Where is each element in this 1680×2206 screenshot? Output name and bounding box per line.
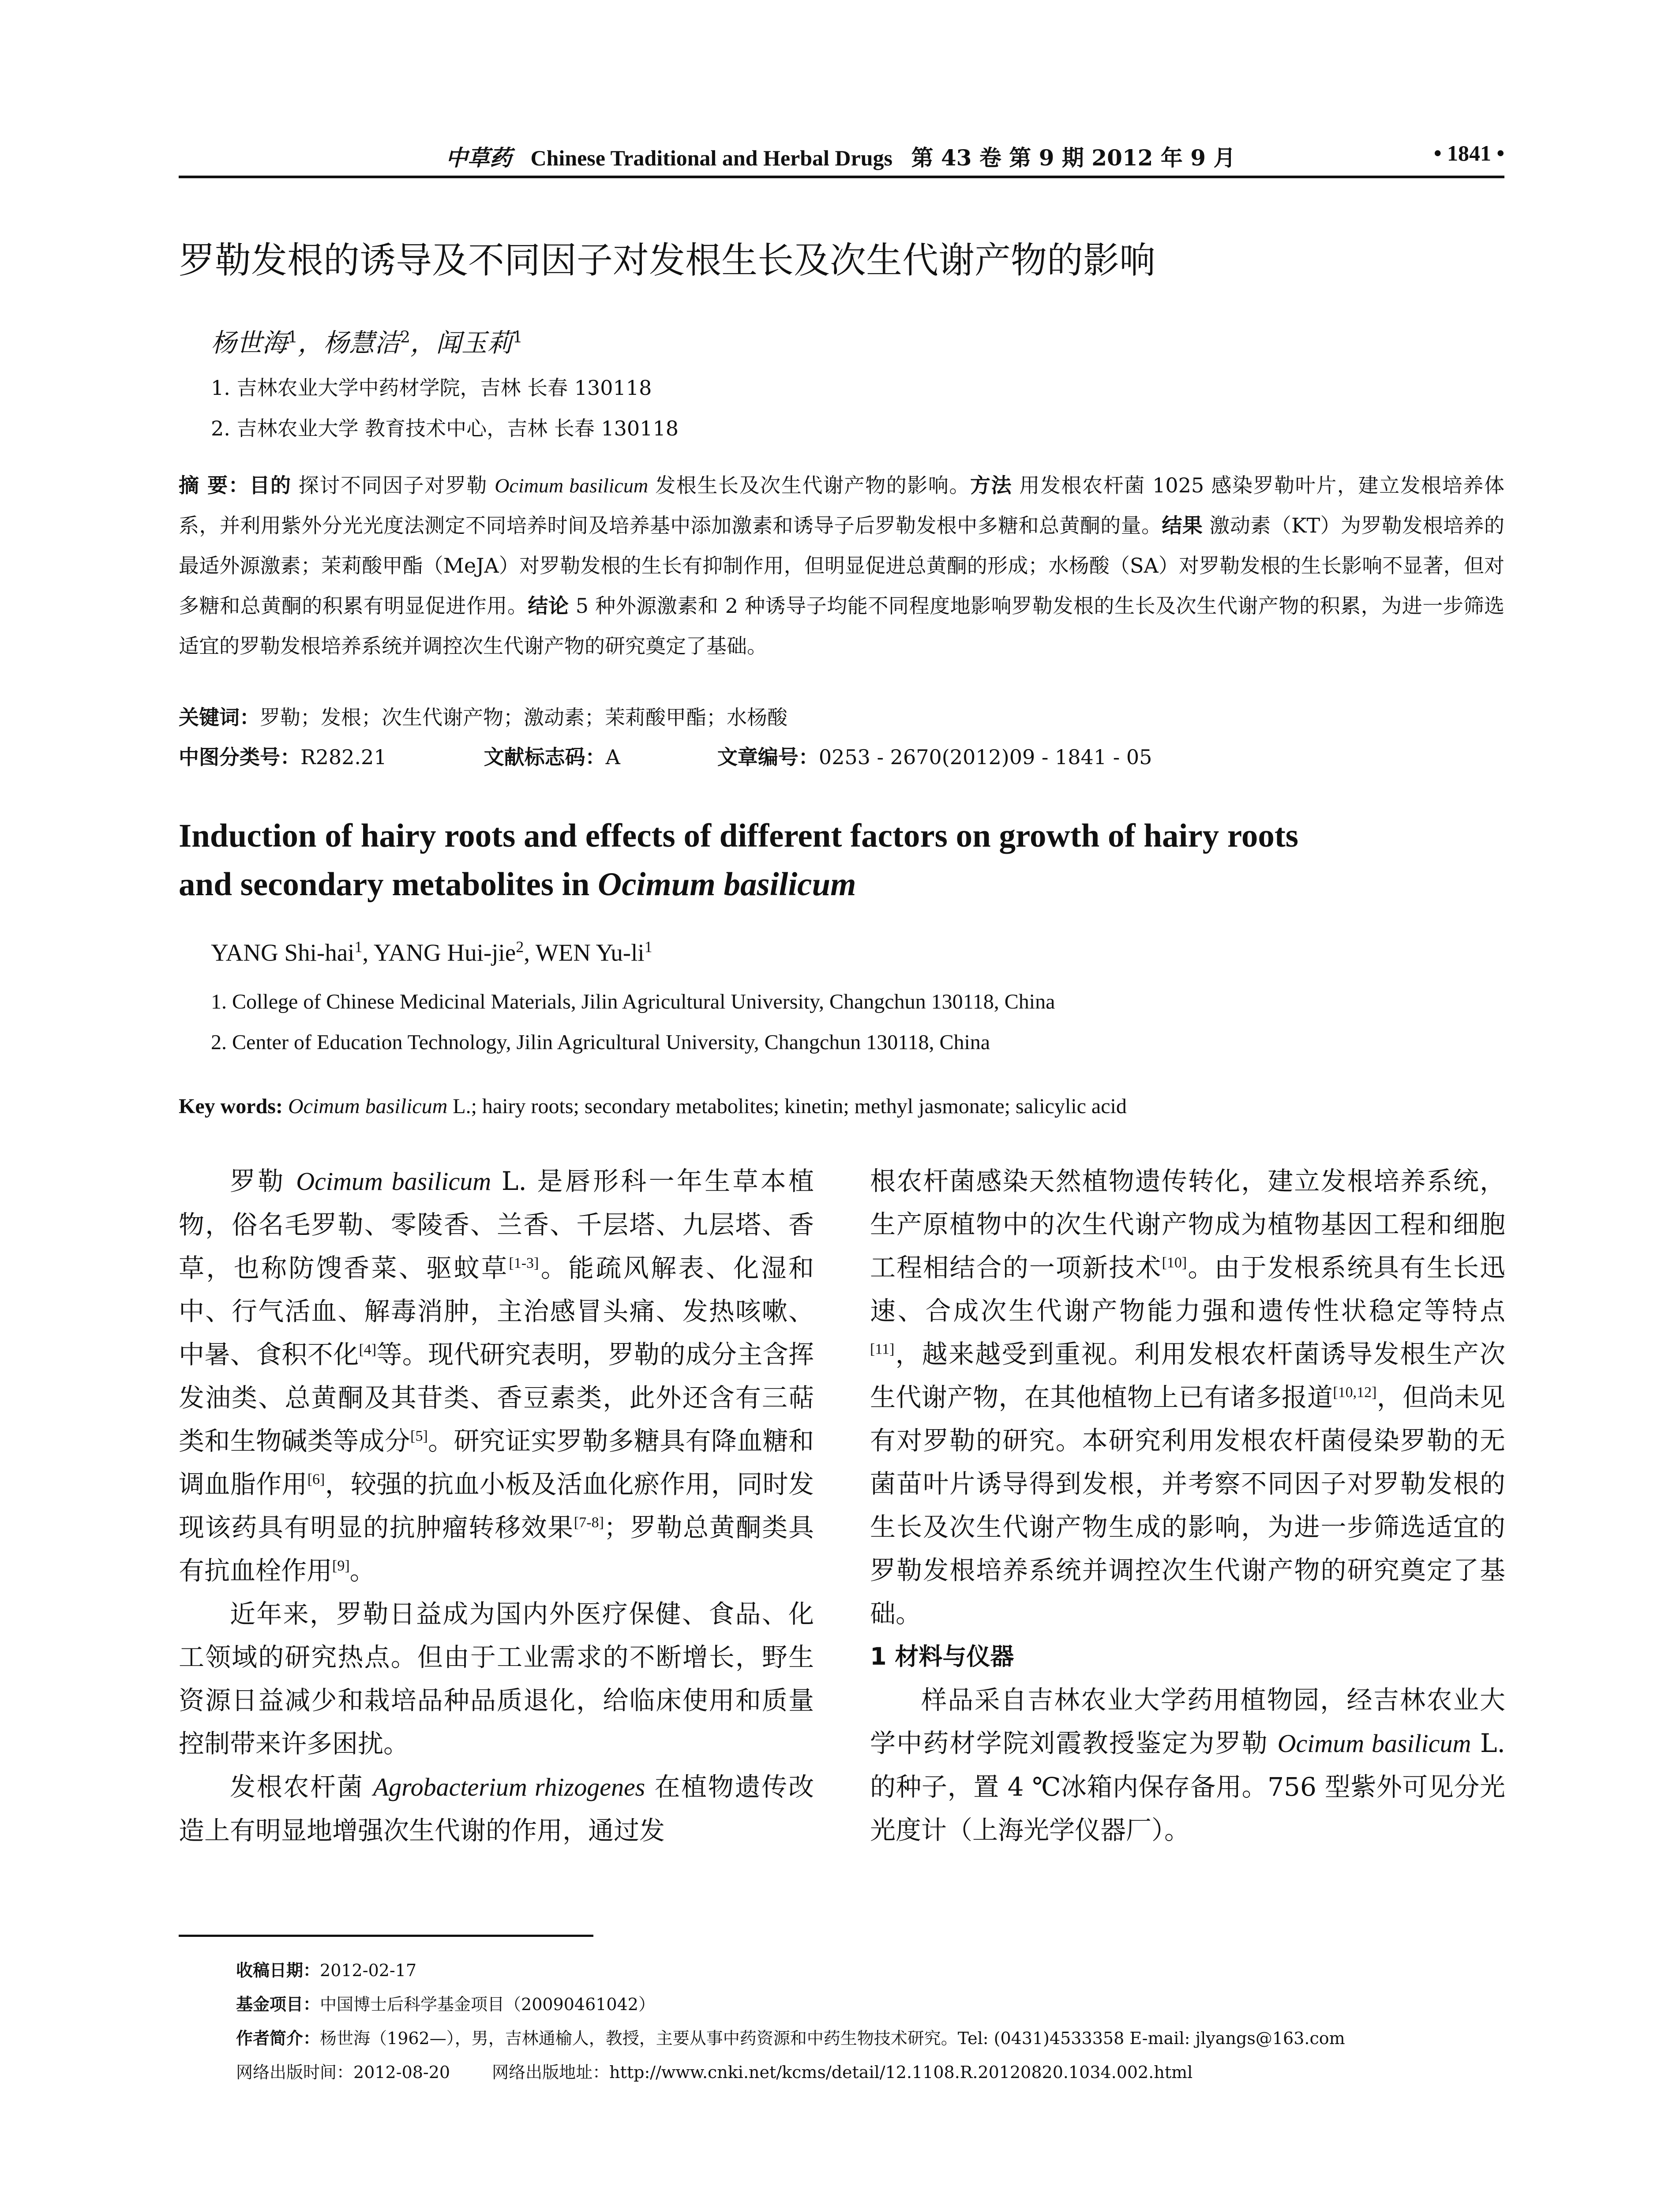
footnote-label: 作者简介：	[236, 2029, 320, 2048]
title-en-species: Ocimum basilicum	[598, 866, 856, 903]
footnote-value: 2012-02-17	[320, 1961, 417, 1980]
author-2-aff: 2	[400, 328, 410, 347]
keywords-en	[179, 1094, 1127, 1118]
keywords-text: 罗勒；发根；次生代谢产物；激动素；茉莉酸甲酯；水杨酸	[260, 705, 788, 729]
conclusion-text: 5 种外源激素和 2 种诱导子均能不同程度地影响罗勒发根的生长及次生代谢产物的积累，为进一步筛选适宜的罗勒发根培养系统并调控次生代谢产物的研究奠定了基础。	[179, 594, 1505, 658]
page-number: • 1841 •	[1433, 141, 1504, 165]
keywords-en-label: Key words:	[179, 1095, 288, 1118]
author-1-aff: 1	[288, 328, 298, 347]
body-paragraph	[870, 1159, 1505, 1635]
journal-name	[446, 140, 1235, 172]
citation-ref: [10,12]	[1333, 1384, 1377, 1401]
body-text: 发根农杆菌	[230, 1772, 373, 1802]
result-label: 结果	[1162, 514, 1203, 537]
body-text: 罗勒	[230, 1166, 296, 1196]
journal-name-cn: 中草药	[446, 145, 512, 171]
clc-label: 中图分类号：	[179, 745, 300, 769]
species-name: Ocimum basilicum	[296, 1167, 491, 1196]
species-name: Ocimum basilicum	[495, 474, 649, 497]
footnote-label: 网络出版地址：	[492, 2063, 610, 2082]
title-en-line-1: Induction of hairy roots and effects of different factors on growth of hairy roots	[179, 818, 1298, 854]
affiliation-en-2: 2. Center of Education Technology, Jilin Agricultural University, Changchun 130118, China	[211, 1031, 990, 1054]
author-en-sep: ,	[362, 939, 374, 966]
result-text: 激动素（KT）为罗勒发根培养的最适外源激素；茉莉酸甲酯（MeJA）对罗勒发根的生长有抑制作用，但明显促进总黄酮的形成；水杨酸（SA）对罗勒发根的生长影响不显著，但对多糖和总黄酮的积累有明显促进作用。	[179, 514, 1505, 618]
title-en-text: and secondary metabolites in	[179, 866, 598, 903]
section-heading: 1 材料与仪器	[870, 1643, 1014, 1670]
body-text: 在植物遗传改造上有明显地增强次生代谢的作用，通过发	[179, 1772, 814, 1846]
authors-cn	[211, 322, 523, 359]
conclusion-label: 结论	[528, 594, 569, 618]
author-en-3-aff: 1	[644, 938, 652, 956]
species-name: Agrobacterium rhizogenes	[373, 1773, 645, 1801]
clc-value: R282.21	[300, 745, 387, 769]
author-en-1-aff: 1	[354, 938, 363, 956]
body-text: 。能疏风解表、化湿和中、行气活血、解毒消肿，主治感冒头痛、发热咳嗽、中暑、食积不化	[179, 1253, 814, 1369]
title-en	[179, 812, 1504, 909]
body-column-right	[870, 1159, 1505, 1852]
title-en-line-2	[179, 860, 1504, 909]
body-text: ；罗勒总黄酮类具有抗血栓作用	[179, 1512, 814, 1586]
citation-ref: [11]	[870, 1341, 895, 1358]
footnote-value: 杨世海（1962—），男，吉林通榆人，教授，主要从事中药资源和中药生物技术研究。Tel: (0431)4533358 E-mail: jlyangs@163.com	[320, 2029, 1345, 2048]
body-text: 等。现代研究表明，罗勒的成分主含挥发油类、总黄酮及其苷类、香豆素类，此外还含有三萜类和生物碱类等成分	[179, 1339, 814, 1456]
footnote-value: 中国博士后科学基金项目（20090461042）	[320, 1995, 655, 2014]
keywords-cn	[179, 702, 788, 731]
citation-ref: [5]	[410, 1428, 428, 1444]
author-2: 杨慧洁	[323, 328, 400, 358]
author-1: 杨世海	[211, 328, 288, 358]
objective-text: 探讨不同因子对罗勒	[291, 473, 495, 497]
footnote-label: 基金项目：	[236, 1995, 320, 2014]
body-paragraph: 近年来，罗勒日益成为国内外医疗保健、食品、化工领域的研究热点。但由于工业需求的不断增长，野生资源日益减少和栽培品种品质退化，给临床使用和质量控制带来许多困扰。	[179, 1599, 814, 1759]
author-en-1: YANG Shi-hai	[211, 939, 355, 966]
footnote-rule	[179, 1935, 593, 1937]
body-text: 。	[349, 1556, 375, 1586]
doc-code-label: 文献标志码：	[484, 745, 606, 769]
body-text: L. 的种子，置 4 ℃冰箱内保存备用。756 型紫外可见分光光度计（上海光学仪器厂）。	[870, 1728, 1505, 1845]
author-en-2-aff: 2	[516, 938, 524, 956]
body-text: ，但尚未见有对罗勒的研究。本研究利用发根农杆菌侵染罗勒的无菌苗叶片诱导得到发根，并考察不同因子对罗勒发根的生长及次生代谢产物生成的影响，为进一步筛选适宜的罗勒发根培养系统并调控次生代谢产物的研究奠定了基础。	[870, 1382, 1505, 1628]
abstract-cn	[179, 465, 1504, 666]
citation-ref: [9]	[332, 1557, 350, 1574]
body-column-left	[179, 1159, 814, 1852]
author-3: 闻玉莉	[435, 328, 513, 358]
affiliation-en-1: 1. College of Chinese Medicinal Materials, Jilin Agricultural University, Changchun 130118, China	[211, 990, 1055, 1013]
body-text: 。研究证实罗勒多糖具有降血糖和调血脂作用	[179, 1426, 814, 1499]
body-text: ，较强的抗血小板及活血化瘀作用，同时发现该药具有明显的抗肿瘤转移效果	[179, 1469, 814, 1542]
volume-issue: 第 43 卷 第 9 期 2012 年 9 月	[911, 145, 1236, 171]
article-no-label: 文章编号：	[717, 745, 819, 769]
classification-line	[179, 741, 1152, 770]
objective-text: 发根生长及次生代谢产物的影响。	[648, 473, 971, 497]
header-rule	[179, 176, 1504, 178]
body-text: ，越来越受到重视。利用发根农杆菌诱导发根生产次生代谢产物，在其他植物上已有诸多报道	[870, 1339, 1505, 1412]
keywords-en-text: L.; hairy roots; secondary metabolites; kinetin; methyl jasmonate; salicylic acid	[447, 1095, 1127, 1118]
method-label: 方法	[970, 473, 1012, 497]
citation-ref: [4]	[359, 1341, 377, 1358]
doc-code-value: A	[605, 745, 620, 769]
body-text: 根农杆菌感染天然植物遗传转化，建立发根培养系统，生产原植物中的次生代谢产物成为植物基因工程和细胞工程相结合的一项新技术	[870, 1166, 1505, 1283]
footnote-online	[236, 2059, 1192, 2083]
online-url-link[interactable]: http://www.cnki.net/kcms/detail/12.1108.R.20120820.1034.002.html	[609, 2063, 1193, 2082]
method-text: 用发根农杆菌 1025 感染罗勒叶片，建立发根培养体系，并利用紫外分光光度法测定不同培养时间及培养基中添加激素和诱导子后罗勒发根中多糖和总黄酮的量。	[179, 473, 1505, 537]
author-3-aff: 1	[512, 328, 523, 347]
author-sep: ，	[297, 328, 323, 358]
author-en-sep: ,	[524, 939, 536, 966]
author-sep: ，	[410, 328, 436, 358]
body-paragraph	[870, 1678, 1505, 1852]
title-cn: 罗勒发根的诱导及不同因子对发根生长及次生代谢产物的影响	[179, 240, 1156, 281]
citation-ref: [7-8]	[574, 1514, 604, 1531]
footnote-value: 2012-08-20	[353, 2063, 450, 2082]
article-no-value: 0253 - 2670(2012)09 - 1841 - 05	[818, 745, 1152, 769]
footnote-received	[236, 1957, 416, 1981]
body-paragraph	[179, 1765, 814, 1852]
body-paragraph	[179, 1159, 814, 1592]
citation-ref: [1-3]	[509, 1255, 539, 1272]
keywords-en-species: Ocimum basilicum	[288, 1095, 448, 1118]
footnote-fund	[236, 1991, 655, 2015]
author-en-2: YANG Hui-jie	[373, 939, 516, 966]
footnote-label: 网络出版时间：	[236, 2063, 354, 2082]
authors-en	[211, 938, 652, 966]
affiliation-cn-1: 1. 吉林农业大学中药材学院，吉林 长春 130118	[211, 376, 652, 400]
running-header	[179, 140, 1504, 176]
objective-label: 目的	[249, 473, 292, 497]
affiliation-cn-2: 2. 吉林农业大学 教育技术中心，吉林 长春 130118	[211, 416, 679, 440]
body-text: 。由于发根系统具有生长迅速、合成次生代谢产物能力强和遗传性状稳定等特点	[870, 1253, 1505, 1326]
journal-name-en: Chinese Traditional and Herbal Drugs	[530, 146, 892, 170]
body-text: L. 是唇形科一年生草本植物，俗名毛罗勒、零陵香、兰香、千层塔、九层塔、香草，也称防馊香菜、驱蚊草	[179, 1166, 814, 1283]
footnote-label: 收稿日期：	[236, 1961, 320, 1980]
author-en-3: WEN Yu-li	[535, 939, 645, 966]
citation-ref: [10]	[1162, 1254, 1187, 1271]
footnote-author	[236, 2025, 1345, 2049]
species-name: Ocimum basilicum	[1277, 1729, 1471, 1758]
body-text: 样品采自吉林农业大学药用植物园，经吉林农业大学中药材学院刘霞教授鉴定为罗勒	[870, 1685, 1505, 1758]
keywords-label: 关键词：	[179, 705, 260, 729]
abstract-label: 摘 要：	[179, 473, 250, 497]
citation-ref: [6]	[307, 1471, 325, 1488]
